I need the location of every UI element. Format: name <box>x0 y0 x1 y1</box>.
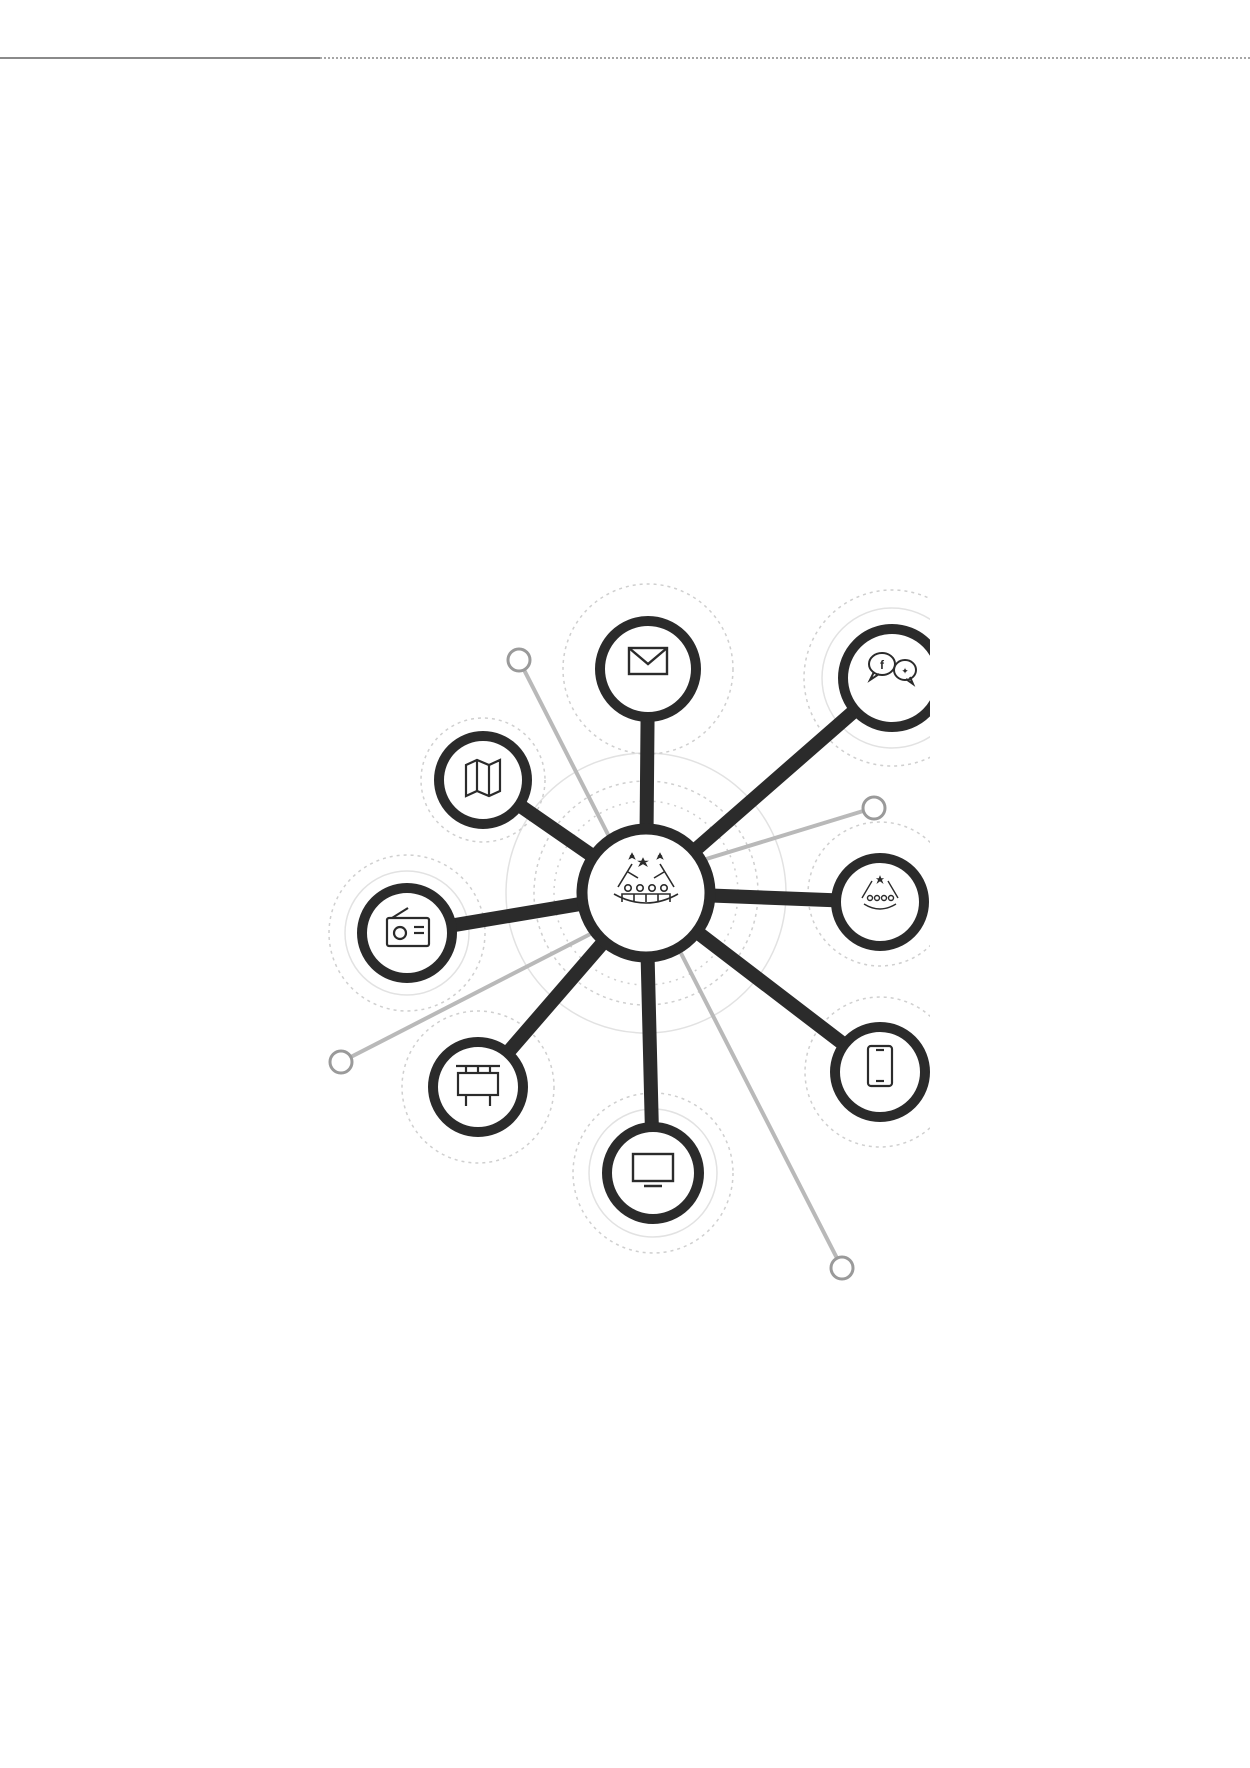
tv-node <box>607 1127 699 1219</box>
center-live-node <box>582 829 710 957</box>
radio-node <box>362 888 452 978</box>
mail-node <box>600 621 696 717</box>
print-node <box>439 736 527 824</box>
live-campaign-diagram <box>240 582 930 1322</box>
twitter-icon: ✦ <box>901 667 909 677</box>
ooh-node <box>433 1042 523 1132</box>
social-node <box>843 629 930 727</box>
digital-node <box>835 1027 925 1117</box>
section-dotted-rule <box>320 57 1250 59</box>
section-rule <box>0 57 320 59</box>
live-satellite-node <box>836 858 924 946</box>
facebook-icon: f <box>880 658 884 672</box>
